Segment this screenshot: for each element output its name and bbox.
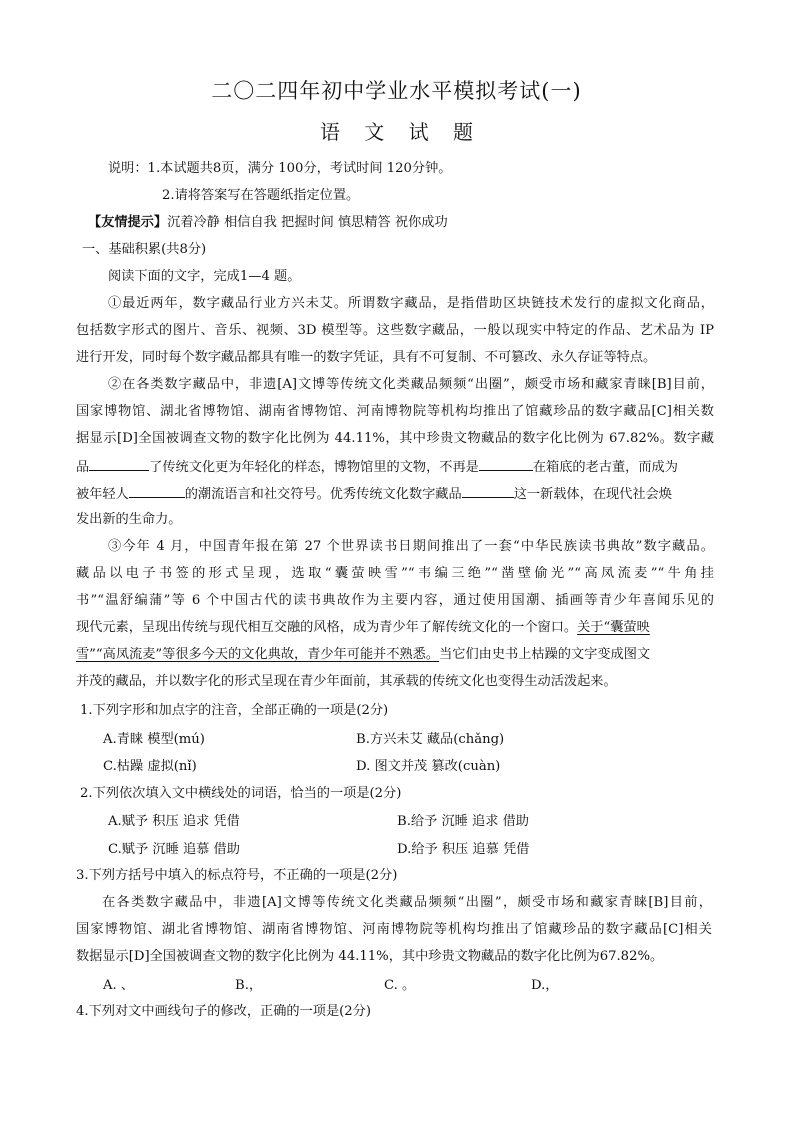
underlined-sentence: 关于“囊萤映 bbox=[577, 620, 650, 635]
question-3-option-a: A. 、 bbox=[103, 978, 135, 993]
question-1-option-b: B.方兴未艾 藏品(chǎng) bbox=[356, 732, 505, 747]
paragraph-1-line: 包括数字形式的图片、音乐、视频、3D 模型等。这些数字藏品，一般以现实中特定的作品、艺术品为 IP bbox=[76, 323, 714, 338]
exam-title: 二〇二四年初中学业水平模拟考试(一) bbox=[211, 79, 582, 103]
reading-intro: 阅读下面的文字，完成1—4 题。 bbox=[108, 269, 301, 284]
paragraph-3-line: 并茂的藏品，并以数字化的形式呈现在青少年面前，其承载的传统文化也变得生动活泼起来。 bbox=[76, 674, 617, 689]
text-span: 现代元素，呈现出传统与现代相互交融的风格，成为青少年了解传统文化的一个窗口。 bbox=[76, 620, 578, 635]
fill-blank-1 bbox=[89, 456, 149, 471]
exam-subtitle: 语 文 试 题 bbox=[319, 120, 483, 144]
instruction-note-2: 2.请将答案写在答题纸指定位置。 bbox=[162, 188, 360, 203]
question-3-option-c: C. 。 bbox=[384, 978, 416, 993]
paragraph-1-line: ①最近两年，数字藏品行业方兴未艾。所谓数字藏品，是指借助区块链技术发行的虚拟文化商品， bbox=[108, 296, 714, 311]
paragraph-3-line: 藏品以电子书签的形式呈现，选取“囊萤映雪”“韦编三绝”“凿壁偷光”“高凤流麦”“牛角挂 bbox=[76, 566, 714, 581]
question-3-option-d: D.， bbox=[531, 978, 559, 993]
question-2-stem: 2.下列依次填入文中横线处的词语，恰当的一项是(2分) bbox=[80, 786, 402, 801]
question-2-option-c: C.赋予 沉睡 追慕 借助 bbox=[108, 842, 240, 857]
paragraph-2-line bbox=[76, 456, 678, 478]
fill-blank-4 bbox=[462, 483, 514, 498]
question-3-passage-line: 在各类数字藏品中，非遗[A]文博等传统文化类藏品频频“出圈”，颇受市场和藏家青睐[B]目前， bbox=[102, 895, 712, 910]
paragraph-2-line: 国家博物馆、湖北省博物馆、湖南省博物馆、河南博物院等机构均推出了馆藏珍品的数字藏品[C]相关数 bbox=[76, 404, 714, 419]
text-span: 的潮流语言和社交符号。优秀传统文化数字藏品 bbox=[184, 487, 462, 502]
paragraph-2-line: 据显示[D]全国被调查文物的数字化比例为 44.11%，其中珍贵文物藏品的数字化比例为 67.82%。数字藏 bbox=[76, 431, 714, 446]
question-2-option-d: D.给予 积压 追慕 凭借 bbox=[397, 842, 530, 857]
question-3-stem: 3.下列方括号中填入的标点符号，不正确的一项是(2分) bbox=[76, 868, 398, 883]
underlined-sentence: 雪”“高凤流麦”等很多今天的文化典故，青少年可能并不熟悉。 bbox=[76, 647, 440, 662]
fill-blank-3 bbox=[129, 483, 185, 498]
question-2-option-a: A.赋予 积压 追求 凭借 bbox=[108, 814, 240, 829]
text-span: 这一新载体，在现代社会焕 bbox=[513, 487, 672, 502]
question-1-option-d: D. 图文并茂 篡改(cuàn) bbox=[356, 759, 501, 774]
text-span: 了传统文化更为年轻化的样态，博物馆里的文物，不再是 bbox=[149, 460, 479, 475]
friendly-tip bbox=[88, 213, 448, 233]
question-4-stem: 4.下列对文中画线句子的修改，正确的一项是(2分) bbox=[76, 1004, 372, 1019]
question-3-option-b: B.， bbox=[235, 978, 263, 993]
question-3-passage-line: 国家博物馆、湖北省博物馆、湖南省博物馆、河南博物院等机构均推出了馆藏珍品的数字藏品[C]相关 bbox=[76, 922, 712, 937]
question-1-option-c: C.枯躁 虚拟(nǐ) bbox=[103, 759, 197, 774]
section-heading: 一、基础积累(共8分) bbox=[82, 242, 207, 257]
paragraph-1-line: 进行开发，同时每个数字藏品都具有唯一的数字凭证，具有不可复制、不可篡改、永久存证等特点。 bbox=[76, 350, 657, 365]
question-1-stem: 1.下列字形和加点字的注音，全部正确的一项是(2分) bbox=[80, 703, 389, 718]
paragraph-3-line bbox=[76, 645, 650, 665]
paragraph-2-line bbox=[76, 483, 672, 505]
text-span: 当它们由史书上枯躁的文字变成图文 bbox=[439, 647, 651, 662]
friendly-tip-text: 沉着冷静 相信自我 把握时间 慎思精答 祝你成功 bbox=[167, 215, 448, 230]
question-3-passage-line: 数据显示[D]全国被调查文物的数字化比例为 44.11%，其中珍贵文物藏品的数字化比例为67.82%。 bbox=[76, 949, 664, 964]
paragraph-3-line bbox=[76, 618, 650, 638]
paragraph-2-line: ②在各类数字藏品中，非遗[A]文博等传统文化类藏品频频“出圈”，颇受市场和藏家青睐[B]目前， bbox=[108, 377, 714, 392]
paragraph-3-line: ③今年 4 月，中国青年报在第 27 个世界读书日期间推出了一套“中华民族读书典故”数字藏品。 bbox=[108, 539, 714, 554]
instruction-note-1: 说明：1.本试题共8页，满分 100分，考试时间 120分钟。 bbox=[108, 161, 452, 176]
text-span: 被年轻人 bbox=[76, 487, 129, 502]
paragraph-3-line: 书”“温舒编蒲”等 6 个中国古代的读书典故作为主要内容，通过使用国潮、插画等青少年喜闻乐见的 bbox=[76, 593, 714, 608]
question-2-option-b: B.给予 沉睡 追求 借助 bbox=[397, 814, 529, 829]
friendly-tip-label: 【友情提示】 bbox=[88, 215, 168, 230]
question-1-option-a: A.青睐 模型(mú) bbox=[103, 732, 205, 747]
text-span: 品 bbox=[76, 460, 90, 475]
paragraph-2-line: 发出新的生命力。 bbox=[76, 512, 182, 527]
fill-blank-2 bbox=[479, 456, 533, 471]
text-span: 在箱底的老古董，而成为 bbox=[532, 460, 678, 475]
